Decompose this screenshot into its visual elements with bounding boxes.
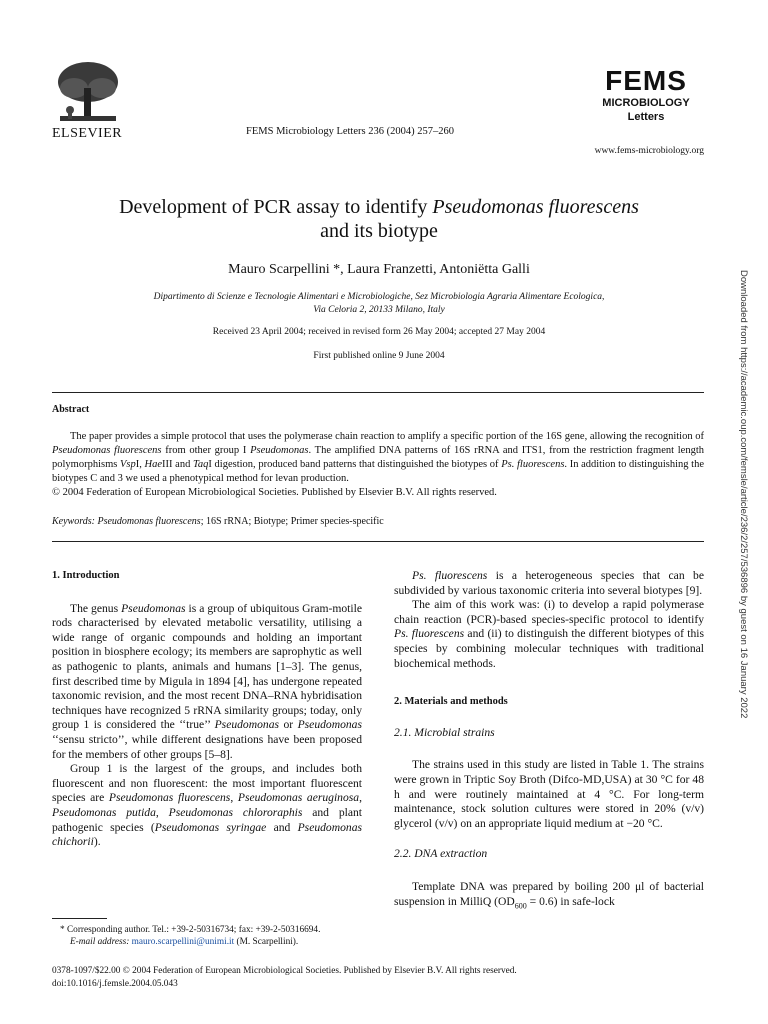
issn-copyright: 0378-1097/$22.00 © 2004 Federation of European Microbiological Societies. Published by Elsevier B.V. All rights reserved. bbox=[52, 966, 517, 976]
text-part: The genus bbox=[70, 601, 122, 615]
dna-extraction-heading: 2.2. DNA extraction bbox=[394, 847, 488, 861]
abstract-italic: Taq bbox=[193, 459, 209, 470]
text-part: and (ii) to distinguish the different biotypes of this species by combining molecular techniques with traditional biochemical methods. bbox=[394, 627, 704, 670]
download-sidebar bbox=[735, 270, 749, 760]
published-date: First published online 9 June 2004 bbox=[313, 351, 445, 361]
italic-part: Pseudomonas bbox=[297, 718, 362, 732]
fems-logo-line2: MICROBIOLOGY bbox=[602, 97, 690, 109]
bottom-info bbox=[52, 965, 517, 991]
title-suffix: and its biotype bbox=[320, 220, 438, 242]
download-note: Downloaded from https://academic.oup.com/femsle/article/236/2/257/536896 by guest on 16 January 2022 bbox=[738, 270, 749, 719]
abstract-text-part: The paper provides a simple protocol that uses the polymerase chain reaction to amplify a specific portion of the 16S gene, allowing the recognition of bbox=[70, 431, 704, 442]
abstract-text-part: I digestion, produced band patterns that distinguished the biotypes of bbox=[208, 459, 502, 470]
footnote-line1: * Corresponding author. Tel.: +39-2-50316734; fax: +39-2-50316694. bbox=[60, 925, 321, 935]
abstract-text-part: III and bbox=[162, 459, 193, 470]
abstract-text-part: . The amplified DNA patterns of 16S rRNA and ITS1, from the restriction fragment length polymorphisms bbox=[52, 445, 705, 470]
doi: doi:10.1016/j.femsle.2004.05.043 bbox=[52, 979, 178, 989]
text-part: ). bbox=[93, 835, 101, 849]
intro-paragraph-2 bbox=[52, 762, 362, 850]
microbial-strains-heading: 2.1. Microbial strains bbox=[394, 725, 495, 739]
footnote bbox=[52, 924, 362, 948]
text-part: = 0.6) in safe-lock bbox=[526, 894, 615, 908]
right-paragraph-3: The strains used in this study are listed in Table 1. The strains were grown in Triptic Soy Broth (Difco-MD,USA) at 30 °C for 48 h and were routinely maintained at 4 °C. For long-term maintenance, stock solution cultures were stored in 20% (v/v) glycerol (v/v) on an appropriate liquid medium at −20 °C. bbox=[394, 758, 704, 830]
italic-part: Pseudomonas aeruginosa bbox=[237, 791, 360, 805]
italic-part: Pseudomonas bbox=[214, 718, 279, 732]
abstract-text-part: . In addition to distinguishing the biotypes C and 3 we used a phenotypical method for levan production. bbox=[52, 459, 704, 484]
text-part: , bbox=[155, 805, 169, 819]
italic-part: Ps. fluorescens bbox=[412, 569, 488, 582]
article-title bbox=[40, 195, 718, 243]
fems-logo-line3: Letters bbox=[627, 111, 665, 123]
abstract-italic: Ps. fluorescens bbox=[501, 459, 565, 470]
text-part: is a group of ubiquitous Gram-motile rods characterised by elevated metabolic versatility, utilising a wide range of organic compounds and holding an important position in biosphere ecology; its members are saprophytic as well as pathogenic to plants, animals and humans [1–3]. The genus, first described time by Migula in 1894 [4], has undergone repeated taxonomic revision, and the most recent DNA–RNA hybridisation techniques have recognized 5 rRNA similarity groups; today, only group 1 is considered the ‘‘true’’ bbox=[52, 601, 362, 732]
text-part: ‘‘sensu stricto’’, while different designations have been proposed for the members of other groups [5–8]. bbox=[52, 732, 362, 761]
journal-url[interactable]: www.fems-microbiology.org bbox=[594, 146, 704, 156]
abstract-italic: Hae bbox=[144, 459, 163, 470]
keywords-rest: ; 16S rRNA; Biotype; Primer species-specific bbox=[200, 516, 384, 527]
abstract-text bbox=[52, 430, 704, 500]
keywords-label: Keywords: bbox=[52, 516, 95, 527]
text-part: , bbox=[359, 791, 362, 805]
elsevier-tree-logo bbox=[52, 58, 122, 128]
footnote-rule bbox=[52, 918, 107, 919]
affiliation-line2: Via Celoria 2, 20133 Milano, Italy bbox=[313, 305, 445, 315]
right-paragraph-4 bbox=[394, 880, 704, 914]
text-part: Template DNA was prepared by boiling 200 μl of bacterial suspension in MilliQ (OD bbox=[394, 879, 704, 908]
divider-top bbox=[52, 392, 704, 393]
fems-logo-line1: FEMS bbox=[605, 65, 687, 96]
affiliation bbox=[40, 291, 718, 317]
email-link[interactable]: mauro.scarpellini@unimi.it bbox=[131, 937, 235, 947]
italic-part: Pseudomonas chichorii bbox=[52, 820, 362, 849]
abstract-italic: Vsp bbox=[120, 459, 136, 470]
abstract-heading: Abstract bbox=[52, 404, 90, 415]
text-part: is a heterogeneous species that can be subdivided by various taxonomic criteria into several biotypes [9]. bbox=[394, 569, 704, 597]
text-part: or bbox=[279, 718, 298, 732]
right-column bbox=[394, 569, 704, 913]
divider-mid bbox=[52, 541, 704, 542]
affiliation-line1: Dipartimento di Scienze e Tecnologie Alimentari e Microbiologiche, Sez Microbiologia Agraria Alimentare Ecologica, bbox=[153, 292, 605, 302]
received-dates: Received 23 April 2004; received in revised form 26 May 2004; accepted 27 May 2004 bbox=[212, 327, 546, 337]
email-suffix: (M. Scarpellini). bbox=[234, 937, 299, 947]
italic-part: Pseudomonas fluorescens bbox=[108, 791, 231, 805]
journal-citation: FEMS Microbiology Letters 236 (2004) 257–260 bbox=[246, 126, 454, 137]
text-part: and plant pathogenic species ( bbox=[52, 805, 362, 834]
title-prefix: Development of PCR assay to identify bbox=[119, 196, 428, 218]
abstract-copyright: © 2004 Federation of European Microbiological Societies. Published by Elsevier B.V. All rights reserved. bbox=[52, 487, 497, 498]
abstract-text-part: I, bbox=[135, 459, 145, 470]
keywords-italic: Pseudomonas fluorescens bbox=[97, 516, 201, 527]
text-part: and bbox=[266, 820, 298, 834]
authors: Mauro Scarpellini *, Laura Franzetti, Antoniëtta Galli bbox=[228, 262, 530, 277]
title-italic: Pseudomonas fluorescens bbox=[432, 196, 639, 218]
italic-part: Pseudomonas putida bbox=[52, 805, 156, 819]
text-part: Group 1 is the largest of the groups, and includes both fluorescent and non fluorescent: the most important fluorescent species are bbox=[52, 762, 362, 805]
keywords bbox=[52, 516, 384, 527]
italic-part: Pseudomonas bbox=[121, 601, 186, 615]
email-label: E-mail address: bbox=[70, 937, 130, 947]
right-paragraph-2 bbox=[394, 598, 704, 671]
intro-heading: 1. Introduction bbox=[52, 570, 120, 581]
intro-paragraph-1 bbox=[52, 602, 362, 763]
subscript: 600 bbox=[514, 900, 527, 910]
italic-part: Pseudomonas chlororaphis bbox=[168, 805, 303, 819]
right-paragraph-1 bbox=[394, 569, 704, 598]
abstract-text-part: from other group I bbox=[161, 445, 251, 456]
abstract-italic: Pseudomonas fluorescens bbox=[52, 445, 162, 456]
italic-part: Pseudomonas syringae bbox=[154, 820, 267, 834]
abstract-italic: Pseudomonas bbox=[250, 445, 309, 456]
left-column bbox=[52, 569, 362, 850]
materials-methods-heading: 2. Materials and methods bbox=[394, 696, 508, 708]
italic-part: Ps. fluorescens bbox=[394, 627, 465, 641]
text-part: The aim of this work was: (i) to develop a rapid polymerase chain reaction (PCR)-based species-specific protocol to identify bbox=[394, 598, 704, 626]
text-part: , bbox=[230, 791, 238, 805]
fems-logo bbox=[590, 66, 702, 124]
publisher-name: ELSEVIER bbox=[52, 126, 123, 141]
